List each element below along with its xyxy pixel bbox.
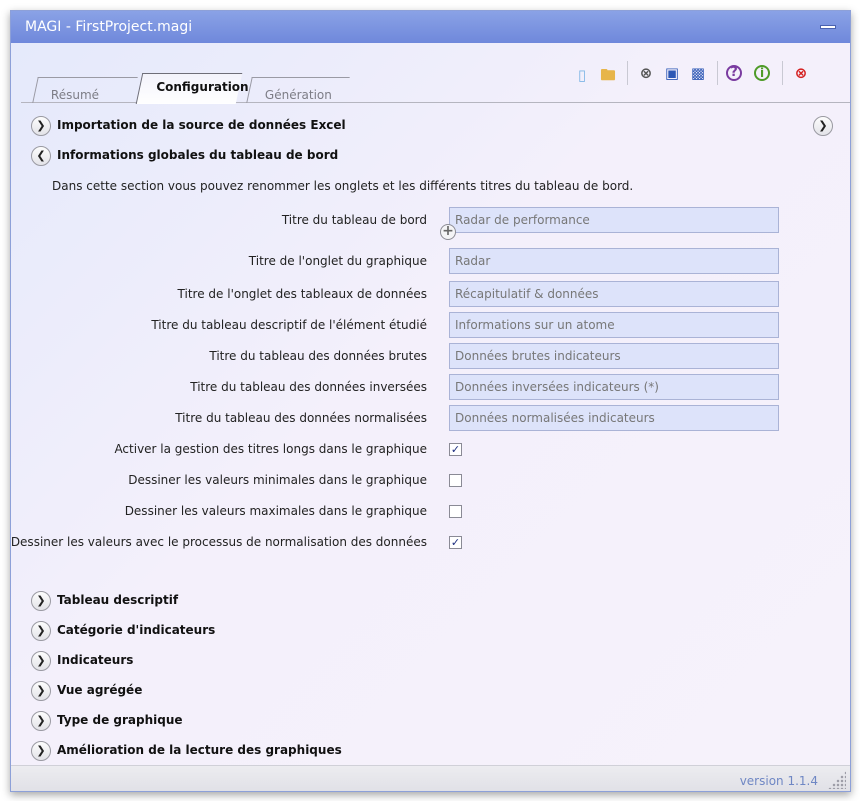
long-titles-checkbox[interactable]: ✓	[450, 443, 461, 456]
add-icon[interactable]: +	[440, 224, 456, 240]
chevron-right-icon[interactable]: ❯	[31, 591, 51, 611]
field-label-inverted-data-title: Titre du tableau des données inversées	[190, 380, 427, 394]
open-folder-icon[interactable]: 🖿	[600, 66, 616, 84]
data-tab-title-input[interactable]	[449, 281, 779, 307]
section-label: Catégorie d'indicateurs	[57, 623, 216, 637]
section-label: Indicateurs	[57, 653, 134, 667]
version-label: version 1.1.4	[739, 774, 818, 788]
tab-resume[interactable]	[32, 77, 138, 103]
app-window	[10, 10, 851, 792]
section-label: Type de graphique	[57, 713, 183, 727]
tab-strip	[21, 73, 851, 103]
field-label-raw-data-title: Titre du tableau des données brutes	[209, 349, 427, 363]
field-label-dashboard-title: Titre du tableau de bord	[281, 213, 427, 227]
option-label-max-values: Dessiner les valeurs maximales dans le graphique	[124, 504, 427, 518]
section-description: Dans cette section vous pouvez renommer les onglets et les différents titres du tableau de bord.	[52, 179, 634, 193]
chevron-right-icon[interactable]: ❯	[31, 711, 51, 731]
chevron-right-icon[interactable]: ❯	[31, 651, 51, 671]
min-values-checkbox[interactable]	[449, 474, 462, 487]
tab-generation[interactable]	[246, 77, 350, 103]
field-label-chart-tab-title: Titre de l'onglet du graphique	[248, 254, 427, 268]
normalization-checkbox[interactable]: ✓	[450, 536, 461, 549]
new-document-icon[interactable]: ▯	[577, 66, 587, 84]
chevron-right-icon[interactable]: ❯	[31, 681, 51, 701]
chevron-down-icon[interactable]: ❮	[31, 146, 51, 166]
descriptive-table-title-input[interactable]	[449, 312, 779, 338]
chart-tab-title-input[interactable]	[449, 248, 779, 274]
dashboard-title-input[interactable]	[449, 207, 779, 233]
resize-grip-icon[interactable]	[828, 771, 846, 789]
section-label: Vue agrégée	[57, 683, 143, 697]
section-label: Amélioration de la lecture des graphiques	[57, 743, 342, 757]
option-label-long-titles: Activer la gestion des titres longs dans le graphique	[114, 442, 427, 456]
section-label: Tableau descriptif	[57, 593, 179, 607]
tab-label: Génération	[264, 88, 332, 102]
chevron-right-icon[interactable]: ❯	[31, 741, 51, 761]
save-icon[interactable]: ▣	[664, 64, 680, 82]
window-title: MAGI - FirstProject.magi	[25, 19, 193, 35]
tab-label: Résumé	[50, 88, 100, 102]
tab-configuration[interactable]	[136, 73, 249, 104]
section-label: Informations globales du tableau de bord	[57, 148, 339, 162]
minimize-button[interactable]	[820, 25, 836, 29]
status-bar	[11, 765, 850, 792]
section-label: Importation de la source de données Excel	[57, 118, 346, 132]
info-icon[interactable]: i	[754, 65, 770, 81]
chevron-right-icon[interactable]: ❯	[31, 116, 51, 136]
normalized-data-title-input[interactable]	[449, 405, 779, 431]
option-label-min-values: Dessiner les valeurs minimales dans le graphique	[128, 473, 427, 487]
option-label-normalization: Dessiner les valeurs avec le processus de normalisation des données	[10, 535, 427, 549]
max-values-checkbox[interactable]	[449, 505, 462, 518]
field-label-descriptive-table-title: Titre du tableau descriptif de l'élément étudié	[151, 318, 427, 332]
raw-data-title-input[interactable]	[449, 343, 779, 369]
inverted-data-title-input[interactable]	[449, 374, 779, 400]
close-icon[interactable]: ⊗	[639, 64, 653, 82]
field-label-normalized-data-title: Titre du tableau des données normalisées	[175, 411, 427, 425]
chevron-right-icon[interactable]: ❯	[813, 116, 833, 136]
title-bar	[11, 11, 850, 43]
save-as-icon[interactable]: ▩	[690, 64, 706, 82]
exit-icon[interactable]: ⊗	[794, 64, 808, 82]
tab-label: Configuration	[156, 80, 249, 94]
chevron-right-icon[interactable]: ❯	[31, 621, 51, 641]
help-icon[interactable]: ?	[726, 65, 742, 81]
field-label-data-tab-title: Titre de l'onglet des tableaux de données	[177, 287, 427, 301]
